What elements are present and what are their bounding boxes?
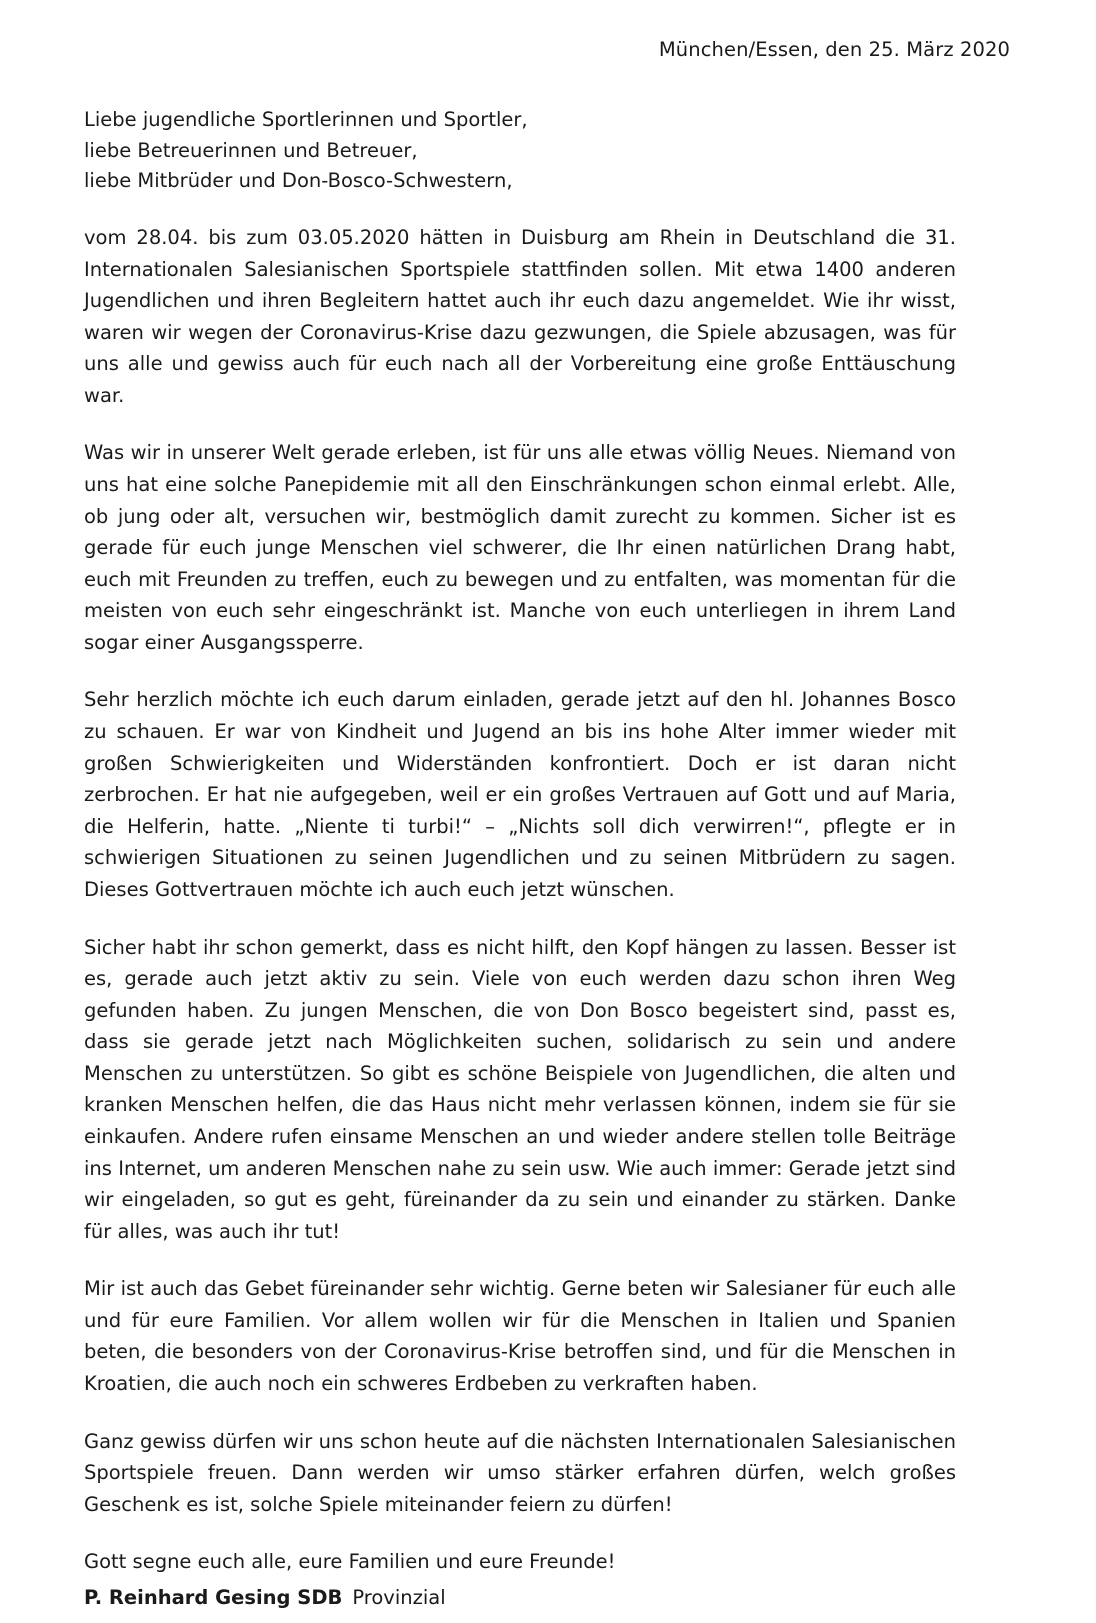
body-paragraph-5: Mir ist auch das Gebet füreinander sehr wichtig. Gerne beten wir Salesianer für euch alle und für eure Familien. Vor allem wollen wir für die Menschen in Italien und Spanien beten, die besonders von der Coronavirus-Krise betroffen sind, und für die Menschen in Kroatien, die auch noch ein schweres Erdbeben zu verkraften haben.: [84, 1277, 956, 1396]
body-paragraph-3: Sehr herzlich möchte ich euch darum einladen, gerade jetzt auf den hl. Johannes Bosco zu schauen. Er war von Kindheit und Jugend an bis ins hohe Alter immer wieder mit großen Schwierigkeiten und Widerständen konfrontiert. Doch er ist daran nicht zerbrochen. Er hat nie aufgegeben, weil er ein großes Vertrauen auf Gott und auf Maria, die Helferin, hatte. „Niente ti turbi!“ – „Nichts soll dich verwirren!“, pflegte er in schwierigen Situationen zu seinen Jugendlichen und zu seinen Mitbrüdern zu sagen. Dieses Gottvertrauen möchte ich auch euch jetzt wünschen.: [84, 688, 956, 901]
salutation-line-1: Liebe jugendliche Sportlerinnen und Sportler,: [84, 108, 528, 132]
salutation-line-3: liebe Mitbrüder und Don-Bosco-Schwestern,: [84, 168, 513, 192]
signature-role: Provinzial: [352, 1585, 446, 1609]
signature-block: [84, 1582, 1034, 1613]
body-paragraph-4: Sicher habt ihr schon gemerkt, dass es nicht hilft, den Kopf hängen zu lassen. Besser ist es, gerade auch jetzt aktiv zu sein. Viele von euch werden dazu schon ihren Weg gefunden haben. Zu jungen Menschen, die von Don Bosco begeistert sind, passt es, dass sie gerade jetzt nach Möglichkeiten suchen, solidarisch zu sein und andere Menschen zu unterstützen. So gibt es schöne Beispiele von Jugendlichen, die alten und kranken Menschen helfen, die das Haus nicht mehr verlassen können, indem sie für sie einkaufen. Andere rufen einsame Menschen an und wieder andere stellen tolle Beiträge ins Internet, um anderen Menschen nahe zu sein usw. Wie auch immer: Gerade jetzt sind wir eingeladen, so gut es geht, füreinander da zu sein und einander zu stärken. Danke für alles, was auch ihr tut!: [84, 935, 956, 1243]
closing-line: Gott segne euch alle, eure Familien und eure Freunde!: [84, 1550, 616, 1574]
dateline: München/Essen, den 25. März 2020: [658, 38, 1010, 61]
body-paragraph-2: Was wir in unserer Welt gerade erleben, ist für uns alle etwas völlig Neues. Niemand von uns hat eine solche Panepidemie mit all den Einschränkungen schon einmal erlebt. Alle, ob jung oder alt, versuchen wir, bestmöglich damit zurecht zu kommen. Sicher ist es gerade für euch junge Menschen viel schwerer, die Ihr einen natürlichen Drang habt, euch mit Freunden zu treffen, euch zu bewegen und zu entfalten, was momentan für die meisten von euch sehr eingeschränkt ist. Manche von euch unterliegen in ihrem Land sogar einer Ausgangssperre.: [84, 441, 956, 654]
body-paragraph-6: Ganz gewiss dürfen wir uns schon heute auf die nächsten Internationalen Salesianischen Sportspiele freuen. Dann werden wir umso stärker erfahren dürfen, welch großes Geschenk es ist, solche Spiele miteinander feiern zu dürfen!: [84, 1429, 956, 1516]
body-paragraph-1: vom 28.04. bis zum 03.05.2020 hätten in Duisburg am Rhein in Deutschland die 31. Internationalen Salesianischen Sportspiele stattfinden sollen. Mit etwa 1400 anderen Jugendlichen und ihren Begleitern hattet auch ihr euch dazu angemeldet. Wie ihr wisst, waren wir wegen der Coronavirus-Krise dazu gezwungen, die Spiele abzusagen, was für uns alle und gewiss auch für euch nach all der Vorbereitung eine große Enttäuschung war.: [84, 225, 956, 407]
salutation-block: [84, 105, 1034, 196]
salutation-line-2: liebe Betreuerinnen und Betreuer,: [84, 138, 418, 162]
signature-name: P. Reinhard Gesing SDB: [84, 1585, 343, 1609]
